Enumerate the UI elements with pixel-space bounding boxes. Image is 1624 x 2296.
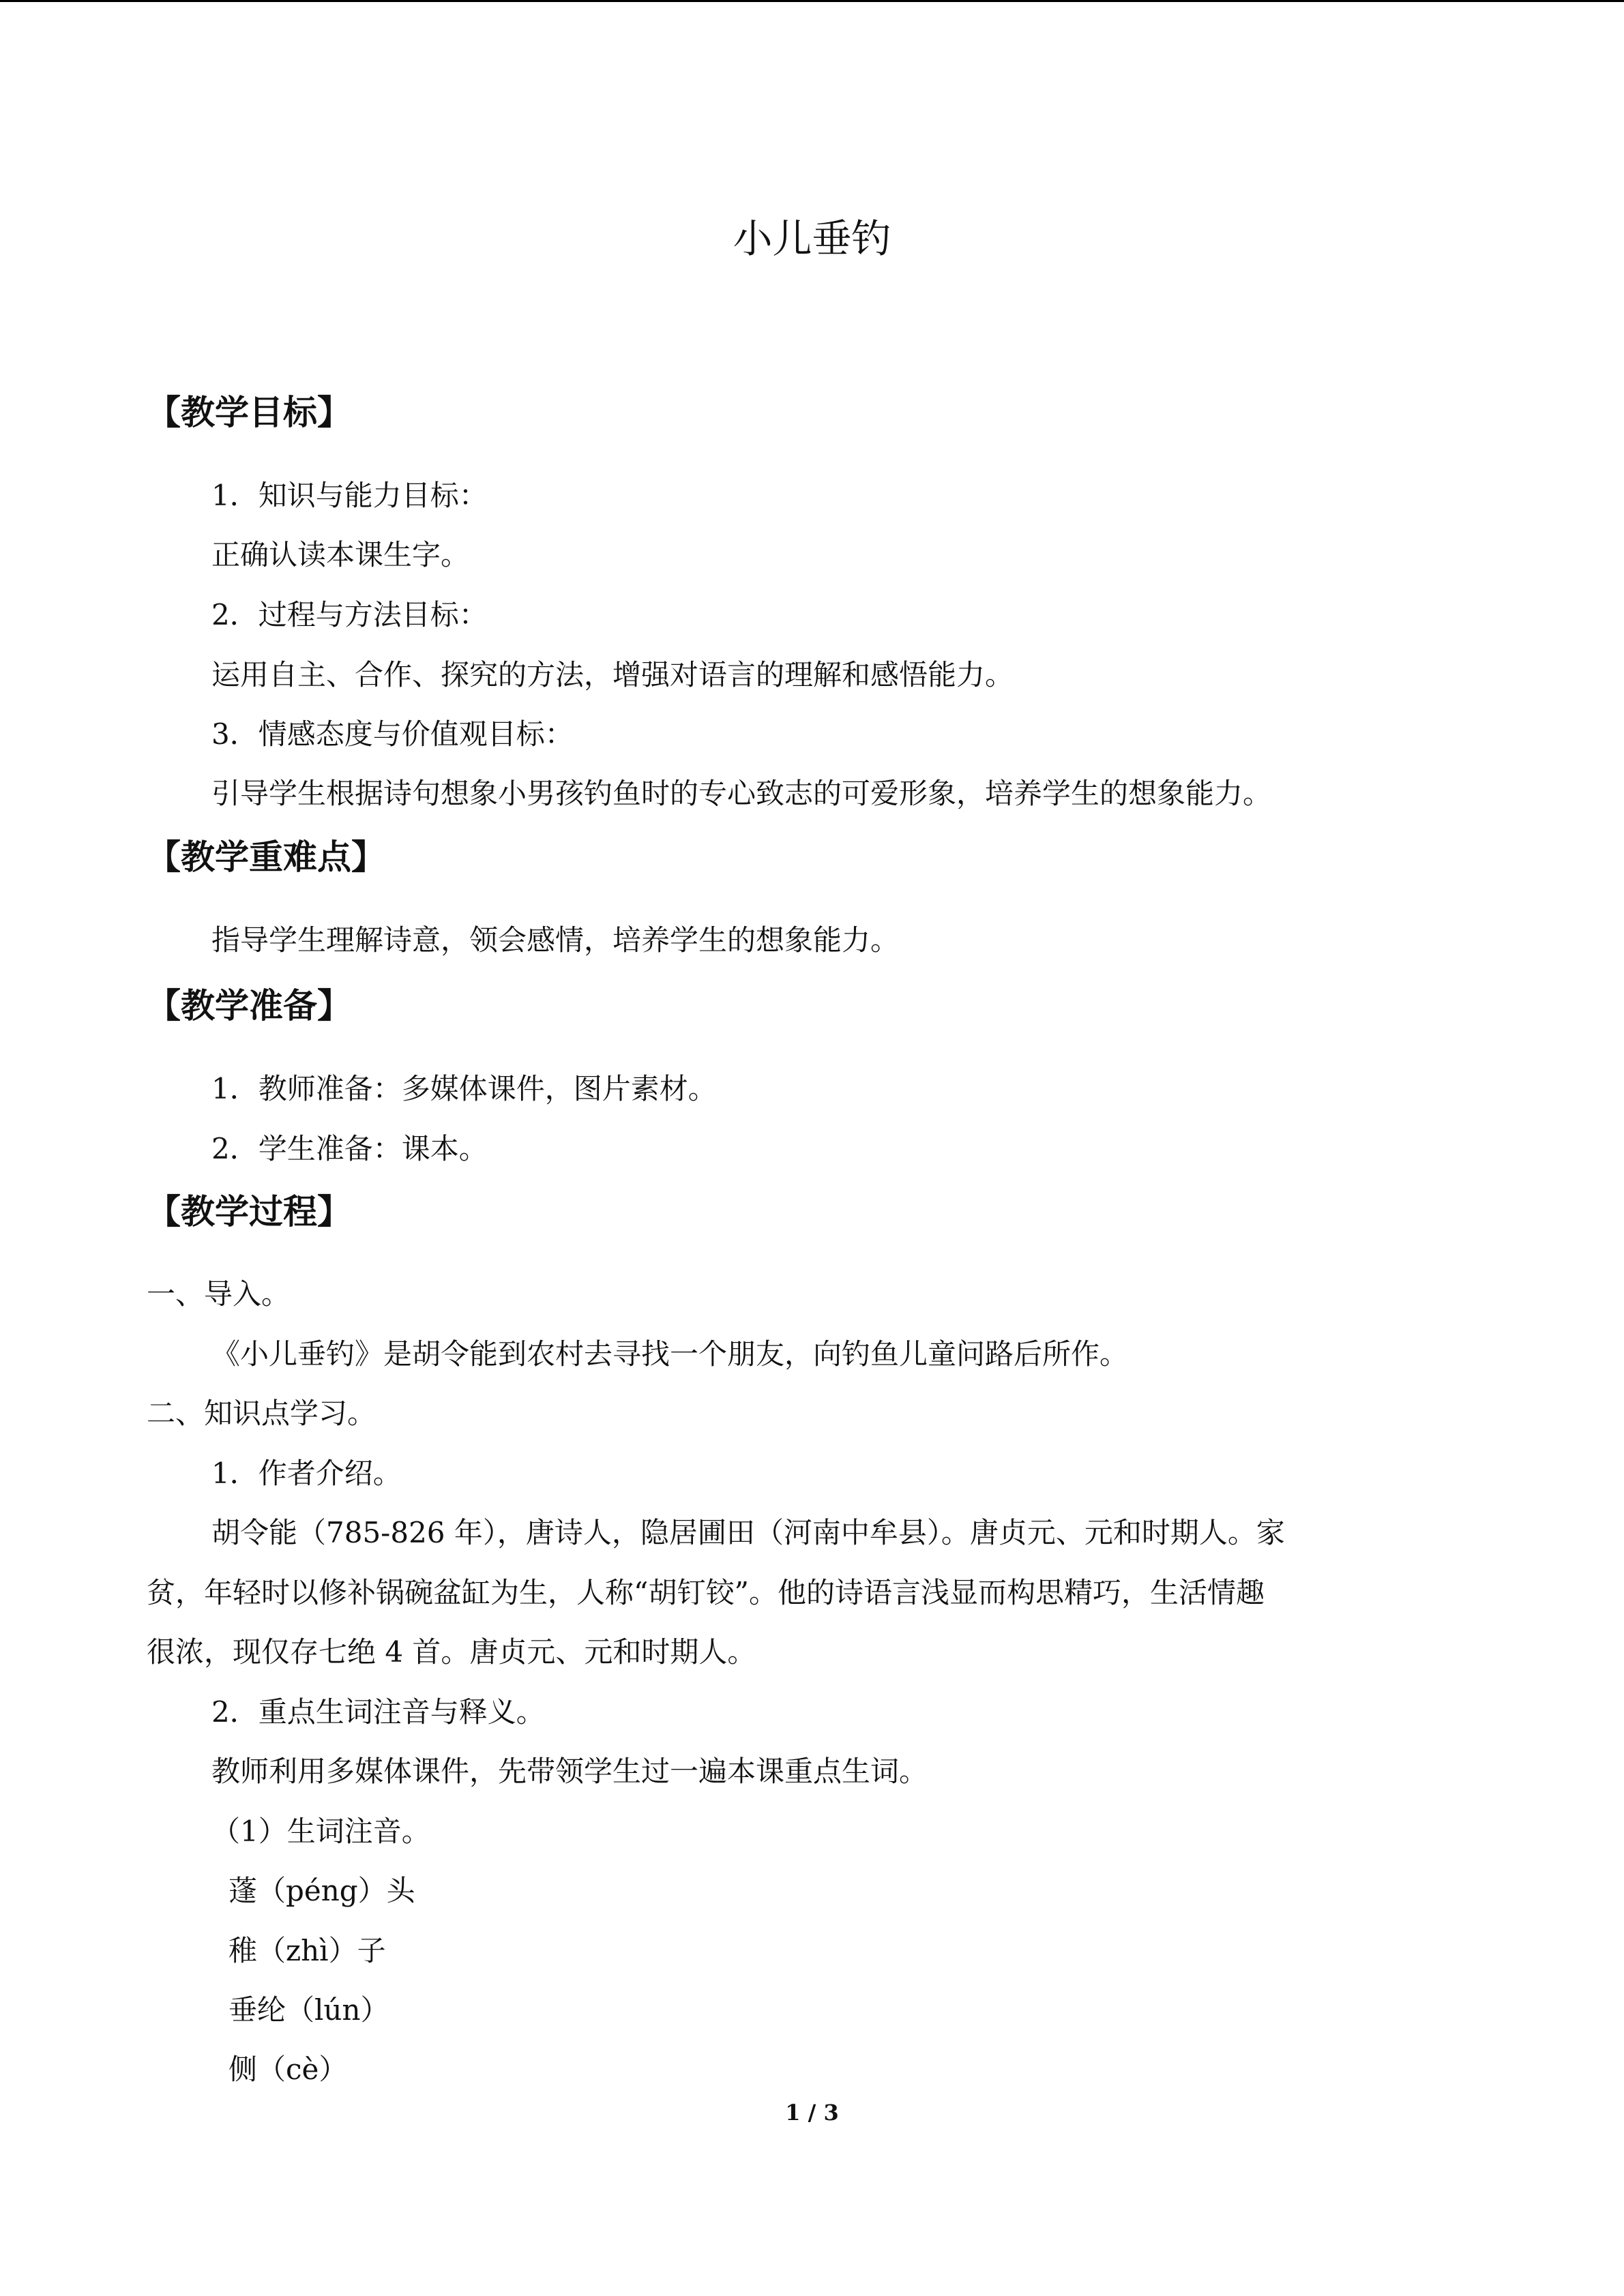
process-subtitle: （1）生词注音。 — [211, 1815, 430, 1848]
top-border-rule — [0, 0, 1624, 2]
preparation-line: 1．教师准备：多媒体课件，图片素材。 — [211, 1072, 717, 1105]
process-part-title: 一、导入。 — [147, 1277, 291, 1311]
vocab-word: 稚（zhì）子 — [228, 1934, 386, 1967]
document-title: 小儿垂钓 — [733, 215, 891, 262]
process-heading: 【教学过程】 — [147, 1192, 351, 1232]
author-paragraph-line: 很浓，现仅存七绝 4 首。唐贞元、元和时期人。 — [147, 1635, 756, 1669]
process-part-title: 二、知识点学习。 — [147, 1397, 377, 1430]
objective-line: 引导学生根据诗句想象小男孩钓鱼时的专心致志的可爱形象，培养学生的想象能力。 — [211, 777, 1272, 810]
key-point-line: 指导学生理解诗意，领会感情，培养学生的想象能力。 — [211, 923, 900, 957]
process-paragraph: 教师利用多媒体课件，先带领学生过一遍本课重点生词。 — [211, 1755, 928, 1788]
objective-line: 2．过程与方法目标： — [211, 598, 488, 631]
objectives-heading: 【教学目标】 — [147, 393, 351, 432]
objective-line: 1．知识与能力目标： — [211, 479, 488, 512]
author-paragraph-line: 贫，年轻时以修补锅碗盆缸为生，人称“胡钉铰”。他的诗语言浅显而构思精巧，生活情趣 — [147, 1576, 1265, 1609]
objective-line: 运用自主、合作、探究的方法，增强对语言的理解和感悟能力。 — [211, 658, 1014, 691]
vocab-word: 蓬（péng）头 — [228, 1874, 415, 1907]
key-points-heading: 【教学重难点】 — [147, 837, 385, 877]
process-subtitle: 2．重点生词注音与释义。 — [211, 1695, 545, 1729]
author-paragraph-line: 胡令能（785-826 年），唐诗人，隐居圃田（河南中牟县）。唐贞元、元和时期人。家 — [211, 1516, 1285, 1549]
vocab-word: 侧（cè） — [228, 2053, 348, 2086]
vocab-word: 垂纶（lún） — [228, 1993, 389, 2027]
objective-line: 3．情感态度与价值观目标： — [211, 717, 574, 751]
objective-line: 正确认读本课生字。 — [211, 538, 470, 571]
process-paragraph: 《小儿垂钓》是胡令能到农村去寻找一个朋友，向钓鱼儿童问路后所作。 — [211, 1337, 1129, 1371]
preparation-line: 2．学生准备：课本。 — [211, 1132, 488, 1165]
page-number: 1 / 3 — [785, 2100, 839, 2126]
process-subtitle: 1．作者介绍。 — [211, 1457, 402, 1490]
preparation-heading: 【教学准备】 — [147, 986, 351, 1026]
